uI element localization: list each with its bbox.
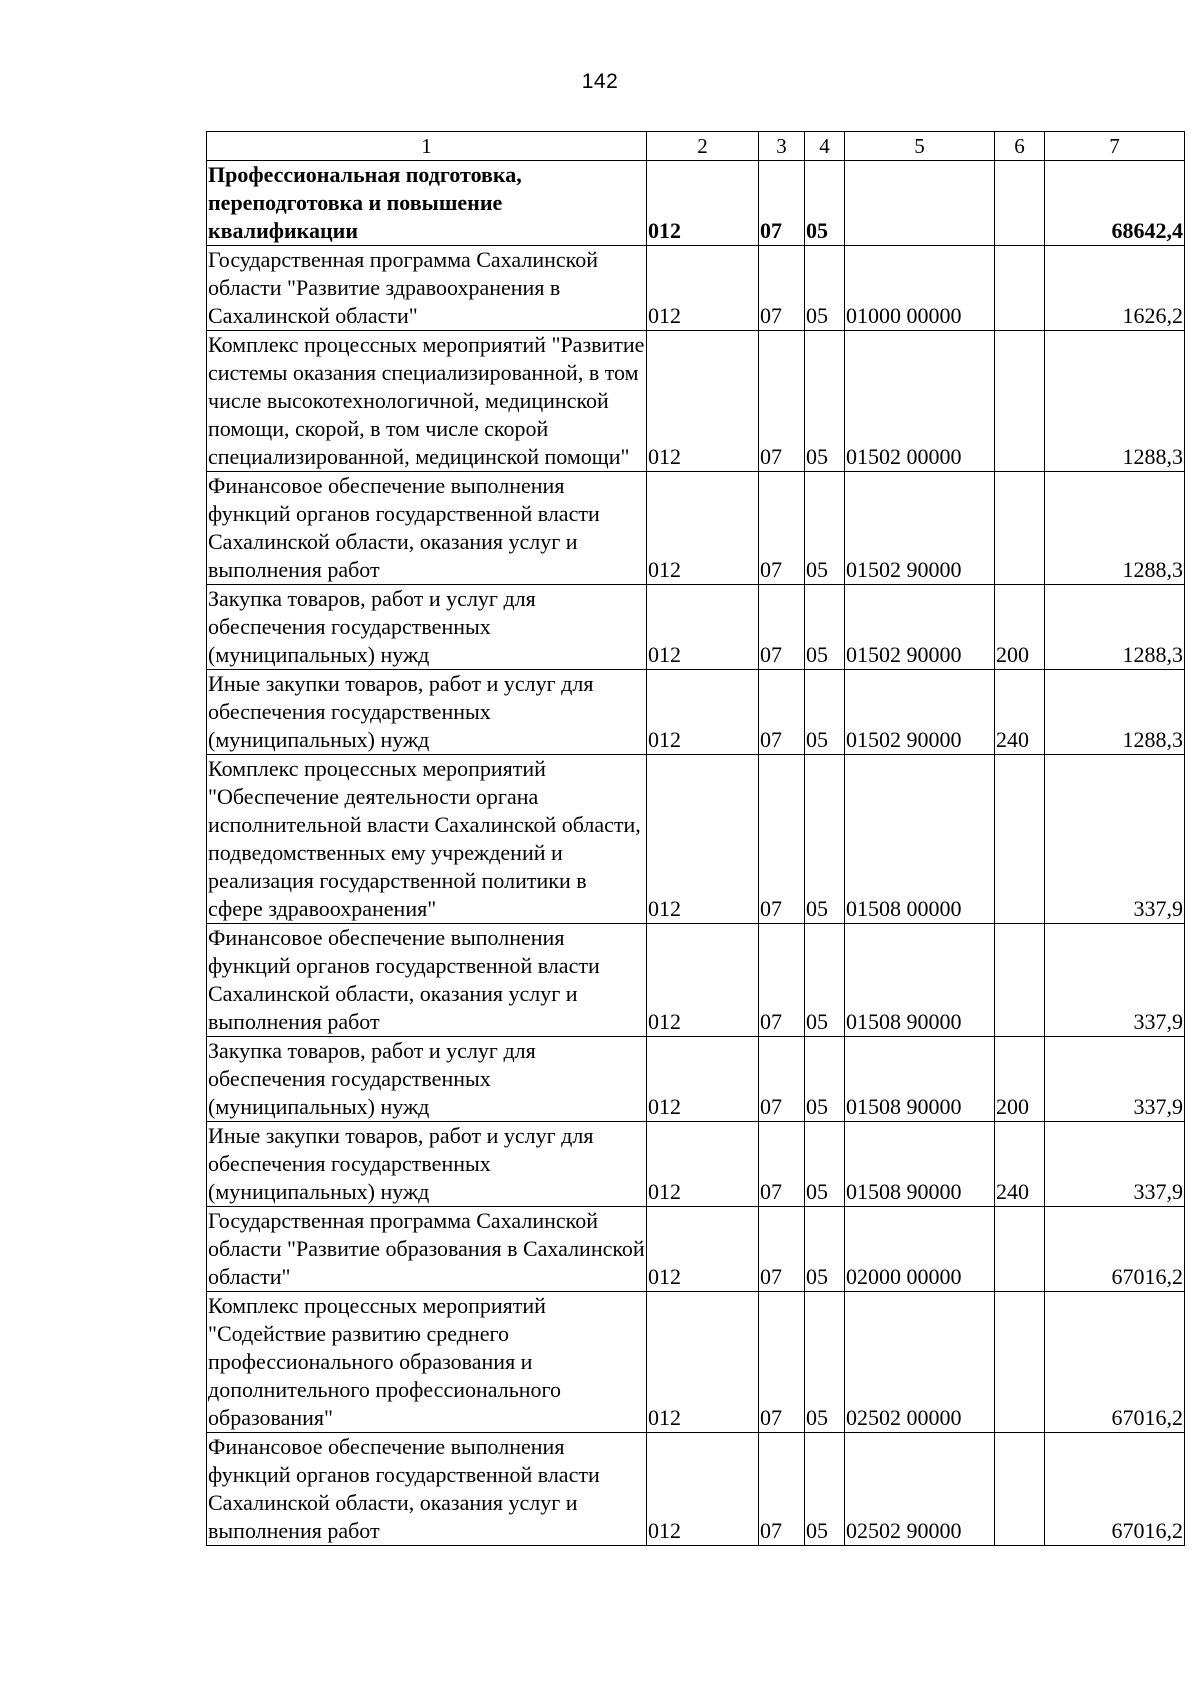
row-gr-cell: 012	[647, 1433, 759, 1546]
row-sum-cell: 1626,2	[1045, 246, 1185, 331]
column-number-row	[207, 132, 1185, 161]
row-name-cell: Комплекс процессных мероприятий "Обеспечение деятельности органа исполнительной власти Сахалинской области, подведомственных ему учреждений и реализация государственной политики в сфере здравоохранения"	[207, 755, 647, 924]
row-gr-cell: 012	[647, 161, 759, 246]
row-vr-cell: 240	[995, 670, 1045, 755]
table-row	[207, 1292, 1185, 1433]
table-row	[207, 472, 1185, 585]
column-header: 4	[805, 132, 845, 161]
row-csr-cell: 01000 00000	[845, 246, 995, 331]
table-row	[207, 585, 1185, 670]
row-pr-cell: 05	[805, 472, 845, 585]
row-vr-cell: 240	[995, 1122, 1045, 1207]
row-csr-cell	[845, 161, 995, 246]
row-vr-cell: 200	[995, 585, 1045, 670]
row-csr-cell: 01508 90000	[845, 1037, 995, 1122]
budget-table	[206, 131, 1185, 1546]
row-pr-cell: 05	[805, 246, 845, 331]
row-rz-cell: 07	[759, 1122, 805, 1207]
row-gr-cell: 012	[647, 246, 759, 331]
row-csr-cell: 02502 90000	[845, 1433, 995, 1546]
row-pr-cell: 05	[805, 1207, 845, 1292]
row-sum-cell: 337,9	[1045, 1122, 1185, 1207]
row-gr-cell: 012	[647, 670, 759, 755]
row-pr-cell: 05	[805, 924, 845, 1037]
row-rz-cell: 07	[759, 1037, 805, 1122]
row-gr-cell: 012	[647, 585, 759, 670]
column-header: 1	[207, 132, 647, 161]
row-pr-cell: 05	[805, 1433, 845, 1546]
row-csr-cell: 02502 00000	[845, 1292, 995, 1433]
row-sum-cell: 67016,2	[1045, 1207, 1185, 1292]
row-csr-cell: 01508 90000	[845, 924, 995, 1037]
table-row	[207, 1433, 1185, 1546]
row-gr-cell: 012	[647, 1207, 759, 1292]
row-sum-cell: 1288,3	[1045, 585, 1185, 670]
row-rz-cell: 07	[759, 1292, 805, 1433]
row-name-cell: Финансовое обеспечение выполнения функций органов государственной власти Сахалинской области, оказания услуг и выполнения работ	[207, 1433, 647, 1546]
table-row	[207, 1037, 1185, 1122]
column-header: 6	[995, 132, 1045, 161]
row-rz-cell: 07	[759, 472, 805, 585]
row-vr-cell	[995, 331, 1045, 472]
row-name-cell: Профессиональная подготовка, переподготовка и повышение квалификации	[207, 161, 647, 246]
row-rz-cell: 07	[759, 161, 805, 246]
row-rz-cell: 07	[759, 331, 805, 472]
row-pr-cell: 05	[805, 670, 845, 755]
row-vr-cell	[995, 1292, 1045, 1433]
table-row	[207, 924, 1185, 1037]
row-csr-cell: 01508 00000	[845, 755, 995, 924]
row-csr-cell: 01502 00000	[845, 331, 995, 472]
table-row	[207, 1122, 1185, 1207]
column-header: 3	[759, 132, 805, 161]
row-name-cell: Комплекс процессных мероприятий "Развитие системы оказания специализированной, в том числе высокотехнологичной, медицинской помощи, скорой, в том числе скорой специализированной, медицинской помощи"	[207, 331, 647, 472]
row-gr-cell: 012	[647, 472, 759, 585]
row-csr-cell: 02000 00000	[845, 1207, 995, 1292]
row-csr-cell: 01502 90000	[845, 670, 995, 755]
row-rz-cell: 07	[759, 670, 805, 755]
row-rz-cell: 07	[759, 755, 805, 924]
row-sum-cell: 1288,3	[1045, 670, 1185, 755]
row-name-cell: Иные закупки товаров, работ и услуг для обеспечения государственных (муниципальных) нужд	[207, 670, 647, 755]
row-vr-cell	[995, 755, 1045, 924]
row-gr-cell: 012	[647, 331, 759, 472]
row-gr-cell: 012	[647, 924, 759, 1037]
column-header: 5	[845, 132, 995, 161]
row-name-cell: Государственная программа Сахалинской области "Развитие здравоохранения в Сахалинской области"	[207, 246, 647, 331]
row-vr-cell	[995, 472, 1045, 585]
row-gr-cell: 012	[647, 1292, 759, 1433]
table-row	[207, 670, 1185, 755]
row-sum-cell: 1288,3	[1045, 472, 1185, 585]
row-name-cell: Государственная программа Сахалинской области "Развитие образования в Сахалинской области"	[207, 1207, 647, 1292]
row-pr-cell: 05	[805, 755, 845, 924]
row-sum-cell: 337,9	[1045, 1037, 1185, 1122]
row-sum-cell: 1288,3	[1045, 331, 1185, 472]
row-vr-cell	[995, 161, 1045, 246]
row-csr-cell: 01502 90000	[845, 585, 995, 670]
row-rz-cell: 07	[759, 1433, 805, 1546]
row-vr-cell	[995, 1433, 1045, 1546]
row-rz-cell: 07	[759, 924, 805, 1037]
row-sum-cell: 337,9	[1045, 924, 1185, 1037]
row-name-cell: Комплекс процессных мероприятий "Содействие развитию среднего профессионального образования и дополнительного профессионального образования"	[207, 1292, 647, 1433]
row-vr-cell	[995, 924, 1045, 1037]
table-row	[207, 246, 1185, 331]
row-pr-cell: 05	[805, 331, 845, 472]
row-rz-cell: 07	[759, 1207, 805, 1292]
row-rz-cell: 07	[759, 585, 805, 670]
table-row	[207, 161, 1185, 246]
column-header: 7	[1045, 132, 1185, 161]
row-sum-cell: 67016,2	[1045, 1433, 1185, 1546]
row-sum-cell: 68642,4	[1045, 161, 1185, 246]
row-rz-cell: 07	[759, 246, 805, 331]
row-gr-cell: 012	[647, 1122, 759, 1207]
row-gr-cell: 012	[647, 1037, 759, 1122]
row-gr-cell: 012	[647, 755, 759, 924]
row-name-cell: Закупка товаров, работ и услуг для обеспечения государственных (муниципальных) нужд	[207, 1037, 647, 1122]
row-sum-cell: 67016,2	[1045, 1292, 1185, 1433]
column-header: 2	[647, 132, 759, 161]
row-vr-cell	[995, 1207, 1045, 1292]
table-row	[207, 755, 1185, 924]
table-body	[207, 161, 1185, 1546]
row-vr-cell	[995, 246, 1045, 331]
row-pr-cell: 05	[805, 161, 845, 246]
row-sum-cell: 337,9	[1045, 755, 1185, 924]
row-pr-cell: 05	[805, 1122, 845, 1207]
row-vr-cell: 200	[995, 1037, 1045, 1122]
row-csr-cell: 01508 90000	[845, 1122, 995, 1207]
row-name-cell: Закупка товаров, работ и услуг для обеспечения государственных (муниципальных) нужд	[207, 585, 647, 670]
page-number: 142	[581, 70, 619, 93]
row-name-cell: Иные закупки товаров, работ и услуг для обеспечения государственных (муниципальных) нужд	[207, 1122, 647, 1207]
row-csr-cell: 01502 90000	[845, 472, 995, 585]
row-pr-cell: 05	[805, 1292, 845, 1433]
table-row	[207, 1207, 1185, 1292]
row-name-cell: Финансовое обеспечение выполнения функций органов государственной власти Сахалинской области, оказания услуг и выполнения работ	[207, 472, 647, 585]
row-name-cell: Финансовое обеспечение выполнения функций органов государственной власти Сахалинской области, оказания услуг и выполнения работ	[207, 924, 647, 1037]
row-pr-cell: 05	[805, 1037, 845, 1122]
row-pr-cell: 05	[805, 585, 845, 670]
table-row	[207, 331, 1185, 472]
